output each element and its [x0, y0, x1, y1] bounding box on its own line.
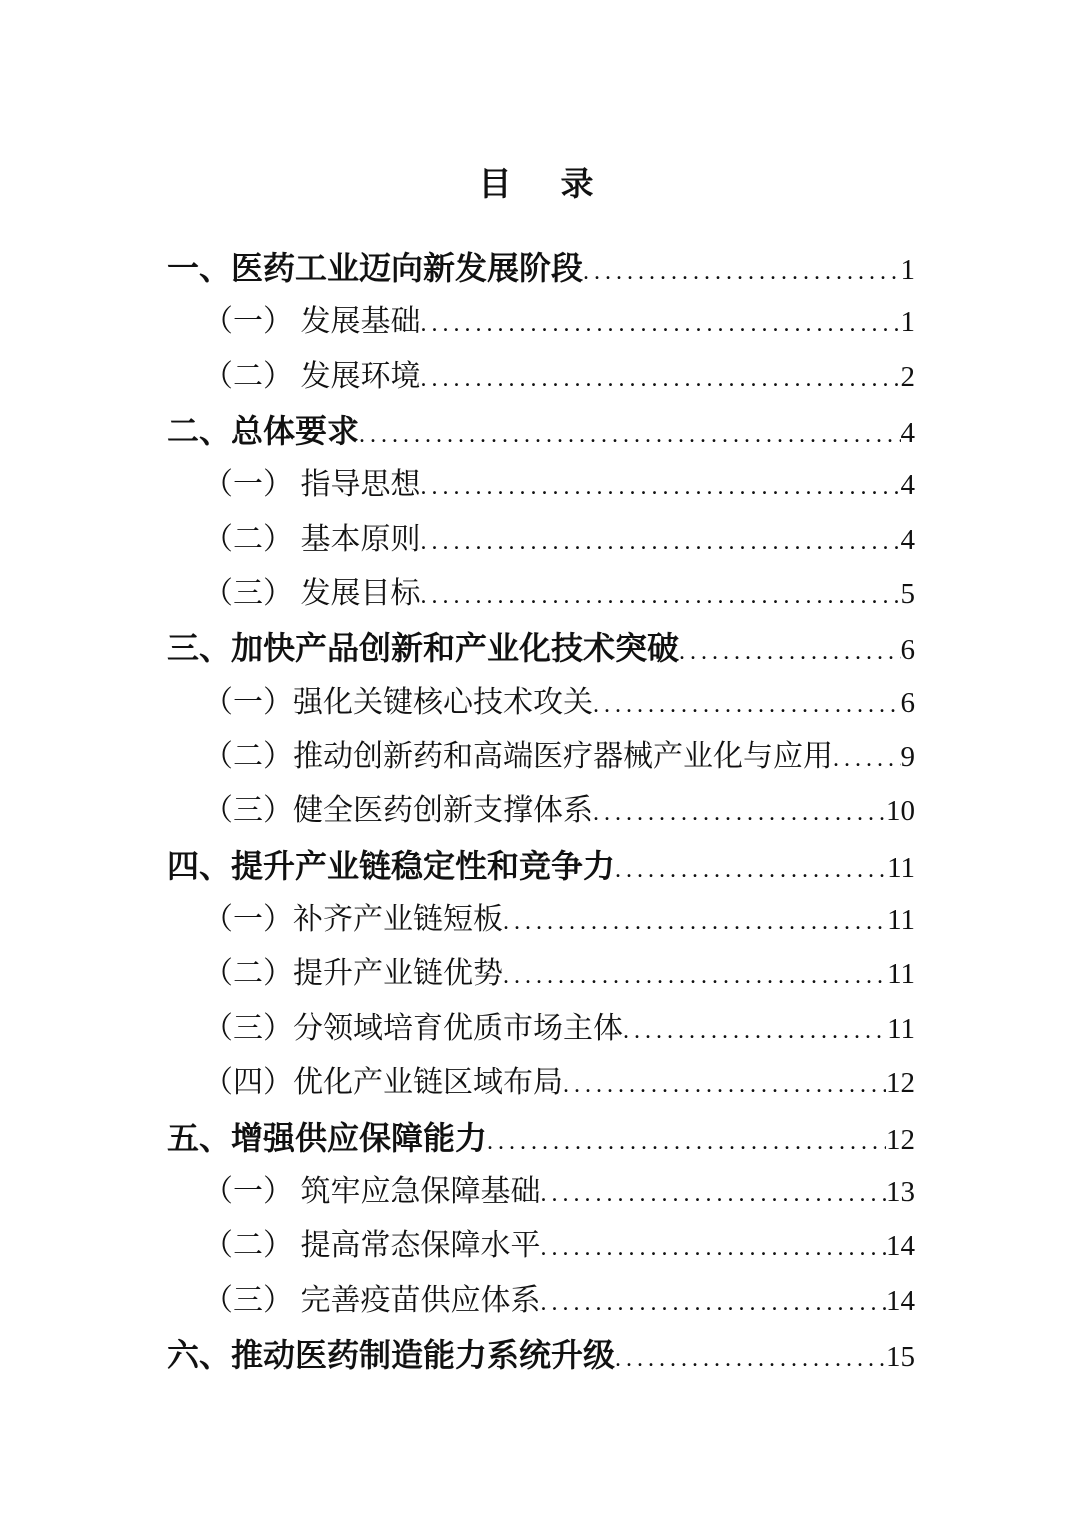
toc-entry-page: 6 [900, 686, 915, 719]
toc-leader-dots [541, 1167, 887, 1221]
toc-entry-label: （三） 发展目标 [203, 577, 421, 611]
toc-leader-dots [679, 625, 900, 679]
toc-entry[interactable] [167, 730, 915, 784]
toc-leader-dots [503, 949, 887, 1003]
toc-entry-page: 11 [887, 851, 915, 884]
toc-entry[interactable] [167, 350, 915, 404]
toc-leader-dots [421, 569, 901, 623]
toc-entry[interactable] [167, 241, 915, 295]
toc-entry-label: 三、加快产品创新和产业化技术突破 [167, 630, 680, 667]
toc-entry-label: （一） 发展基础 [203, 305, 421, 339]
toc-entry[interactable] [167, 1274, 915, 1328]
toc-entry[interactable] [167, 1002, 915, 1056]
toc-entry-label: （二） 发展环境 [203, 359, 421, 393]
toc-leader-dots [359, 408, 900, 462]
toc-entry-label: （二） 基本原则 [203, 522, 421, 556]
toc-entry[interactable] [167, 295, 915, 349]
toc-leader-dots [583, 245, 900, 299]
toc-entry[interactable] [167, 1219, 915, 1273]
toc-entry[interactable] [167, 839, 915, 893]
toc-leader-dots [833, 732, 901, 786]
toc-entry-page: 6 [900, 634, 915, 667]
toc-entry[interactable] [167, 1111, 915, 1165]
toc-entry-label: （三） 完善疫苗供应体系 [203, 1283, 541, 1317]
toc-entry-label: （三）分领域培育优质市场主体 [203, 1011, 623, 1045]
toc-entry-page: 4 [900, 469, 915, 502]
toc-entry-label: （一） 筑牢应急保障基础 [203, 1174, 541, 1208]
toc-entry-page: 4 [900, 417, 915, 450]
toc-entry-label: （四）优化产业链区域布局 [203, 1066, 563, 1100]
toc-entry[interactable] [167, 513, 915, 567]
toc-entry-label: 六、推动医药制造能力系统升级 [167, 1336, 616, 1373]
toc-entry[interactable] [167, 567, 915, 621]
toc-entry-page: 14 [886, 1230, 915, 1263]
toc-leader-dots [487, 1115, 886, 1169]
toc-entry-label: （三）健全医药创新支撑体系 [203, 794, 593, 828]
toc-entry-label: （二） 提高常态保障水平 [203, 1229, 541, 1263]
toc-entry-page: 14 [886, 1284, 915, 1317]
toc-entry-label: 一、医药工业迈向新发展阶段 [167, 250, 584, 286]
toc-entry[interactable] [167, 947, 915, 1001]
toc-entry[interactable] [167, 1165, 915, 1219]
toc-entry-page: 10 [886, 795, 915, 828]
toc-leader-dots [563, 1058, 886, 1112]
toc-leader-dots [503, 895, 887, 949]
toc-entry-page: 12 [886, 1123, 915, 1156]
toc-leader-dots [615, 1332, 886, 1386]
toc-entry-page: 5 [900, 578, 915, 611]
toc-entry-label: （二）推动创新药和高端医疗器械产业化与应用 [203, 740, 833, 774]
toc-entry[interactable] [167, 1328, 915, 1382]
toc-entry-page: 1 [900, 306, 915, 339]
toc-entry-page: 12 [886, 1067, 915, 1100]
toc-entry-page: 11 [887, 904, 915, 937]
toc-leader-dots [593, 678, 901, 732]
toc-entry-page: 4 [900, 523, 915, 556]
toc-entry[interactable] [167, 458, 915, 512]
toc-entry-page: 11 [887, 958, 915, 991]
toc-leader-dots [421, 352, 901, 406]
toc-entry-page: 2 [900, 360, 915, 393]
toc-leader-dots [593, 786, 886, 840]
page-title: 目 录 [478, 165, 602, 202]
toc-entry-label: 五、增强供应保障能力 [167, 1119, 488, 1156]
toc-entry-label: （一）强化关键核心技术攻关 [203, 685, 593, 719]
toc-entry-page: 9 [900, 741, 915, 774]
toc-entry[interactable] [167, 893, 915, 947]
toc-leader-dots [421, 460, 901, 514]
toc-entry-label: 四、提升产业链稳定性和竞争力 [167, 847, 616, 884]
table-of-contents [167, 241, 915, 1382]
toc-entry-label: 二、总体要求 [167, 413, 360, 450]
toc-leader-dots [623, 1004, 887, 1058]
toc-entry-page: 1 [900, 254, 915, 286]
toc-entry-label: （一）补齐产业链短板 [203, 903, 503, 937]
toc-leader-dots [541, 1276, 887, 1330]
toc-leader-dots [421, 515, 901, 569]
toc-leader-dots [615, 843, 887, 897]
toc-entry[interactable] [167, 404, 915, 458]
toc-entry[interactable] [167, 784, 915, 838]
toc-entry-label: （二）提升产业链优势 [203, 957, 503, 991]
toc-entry-page: 15 [886, 1340, 915, 1373]
toc-entry[interactable] [167, 621, 915, 675]
toc-entry-label: （一） 指导思想 [203, 468, 421, 502]
toc-leader-dots [421, 297, 901, 351]
toc-entry[interactable] [167, 676, 915, 730]
toc-entry[interactable] [167, 1056, 915, 1110]
toc-entry-page: 11 [887, 1012, 915, 1045]
toc-leader-dots [541, 1221, 887, 1275]
toc-entry-page: 13 [886, 1175, 915, 1208]
